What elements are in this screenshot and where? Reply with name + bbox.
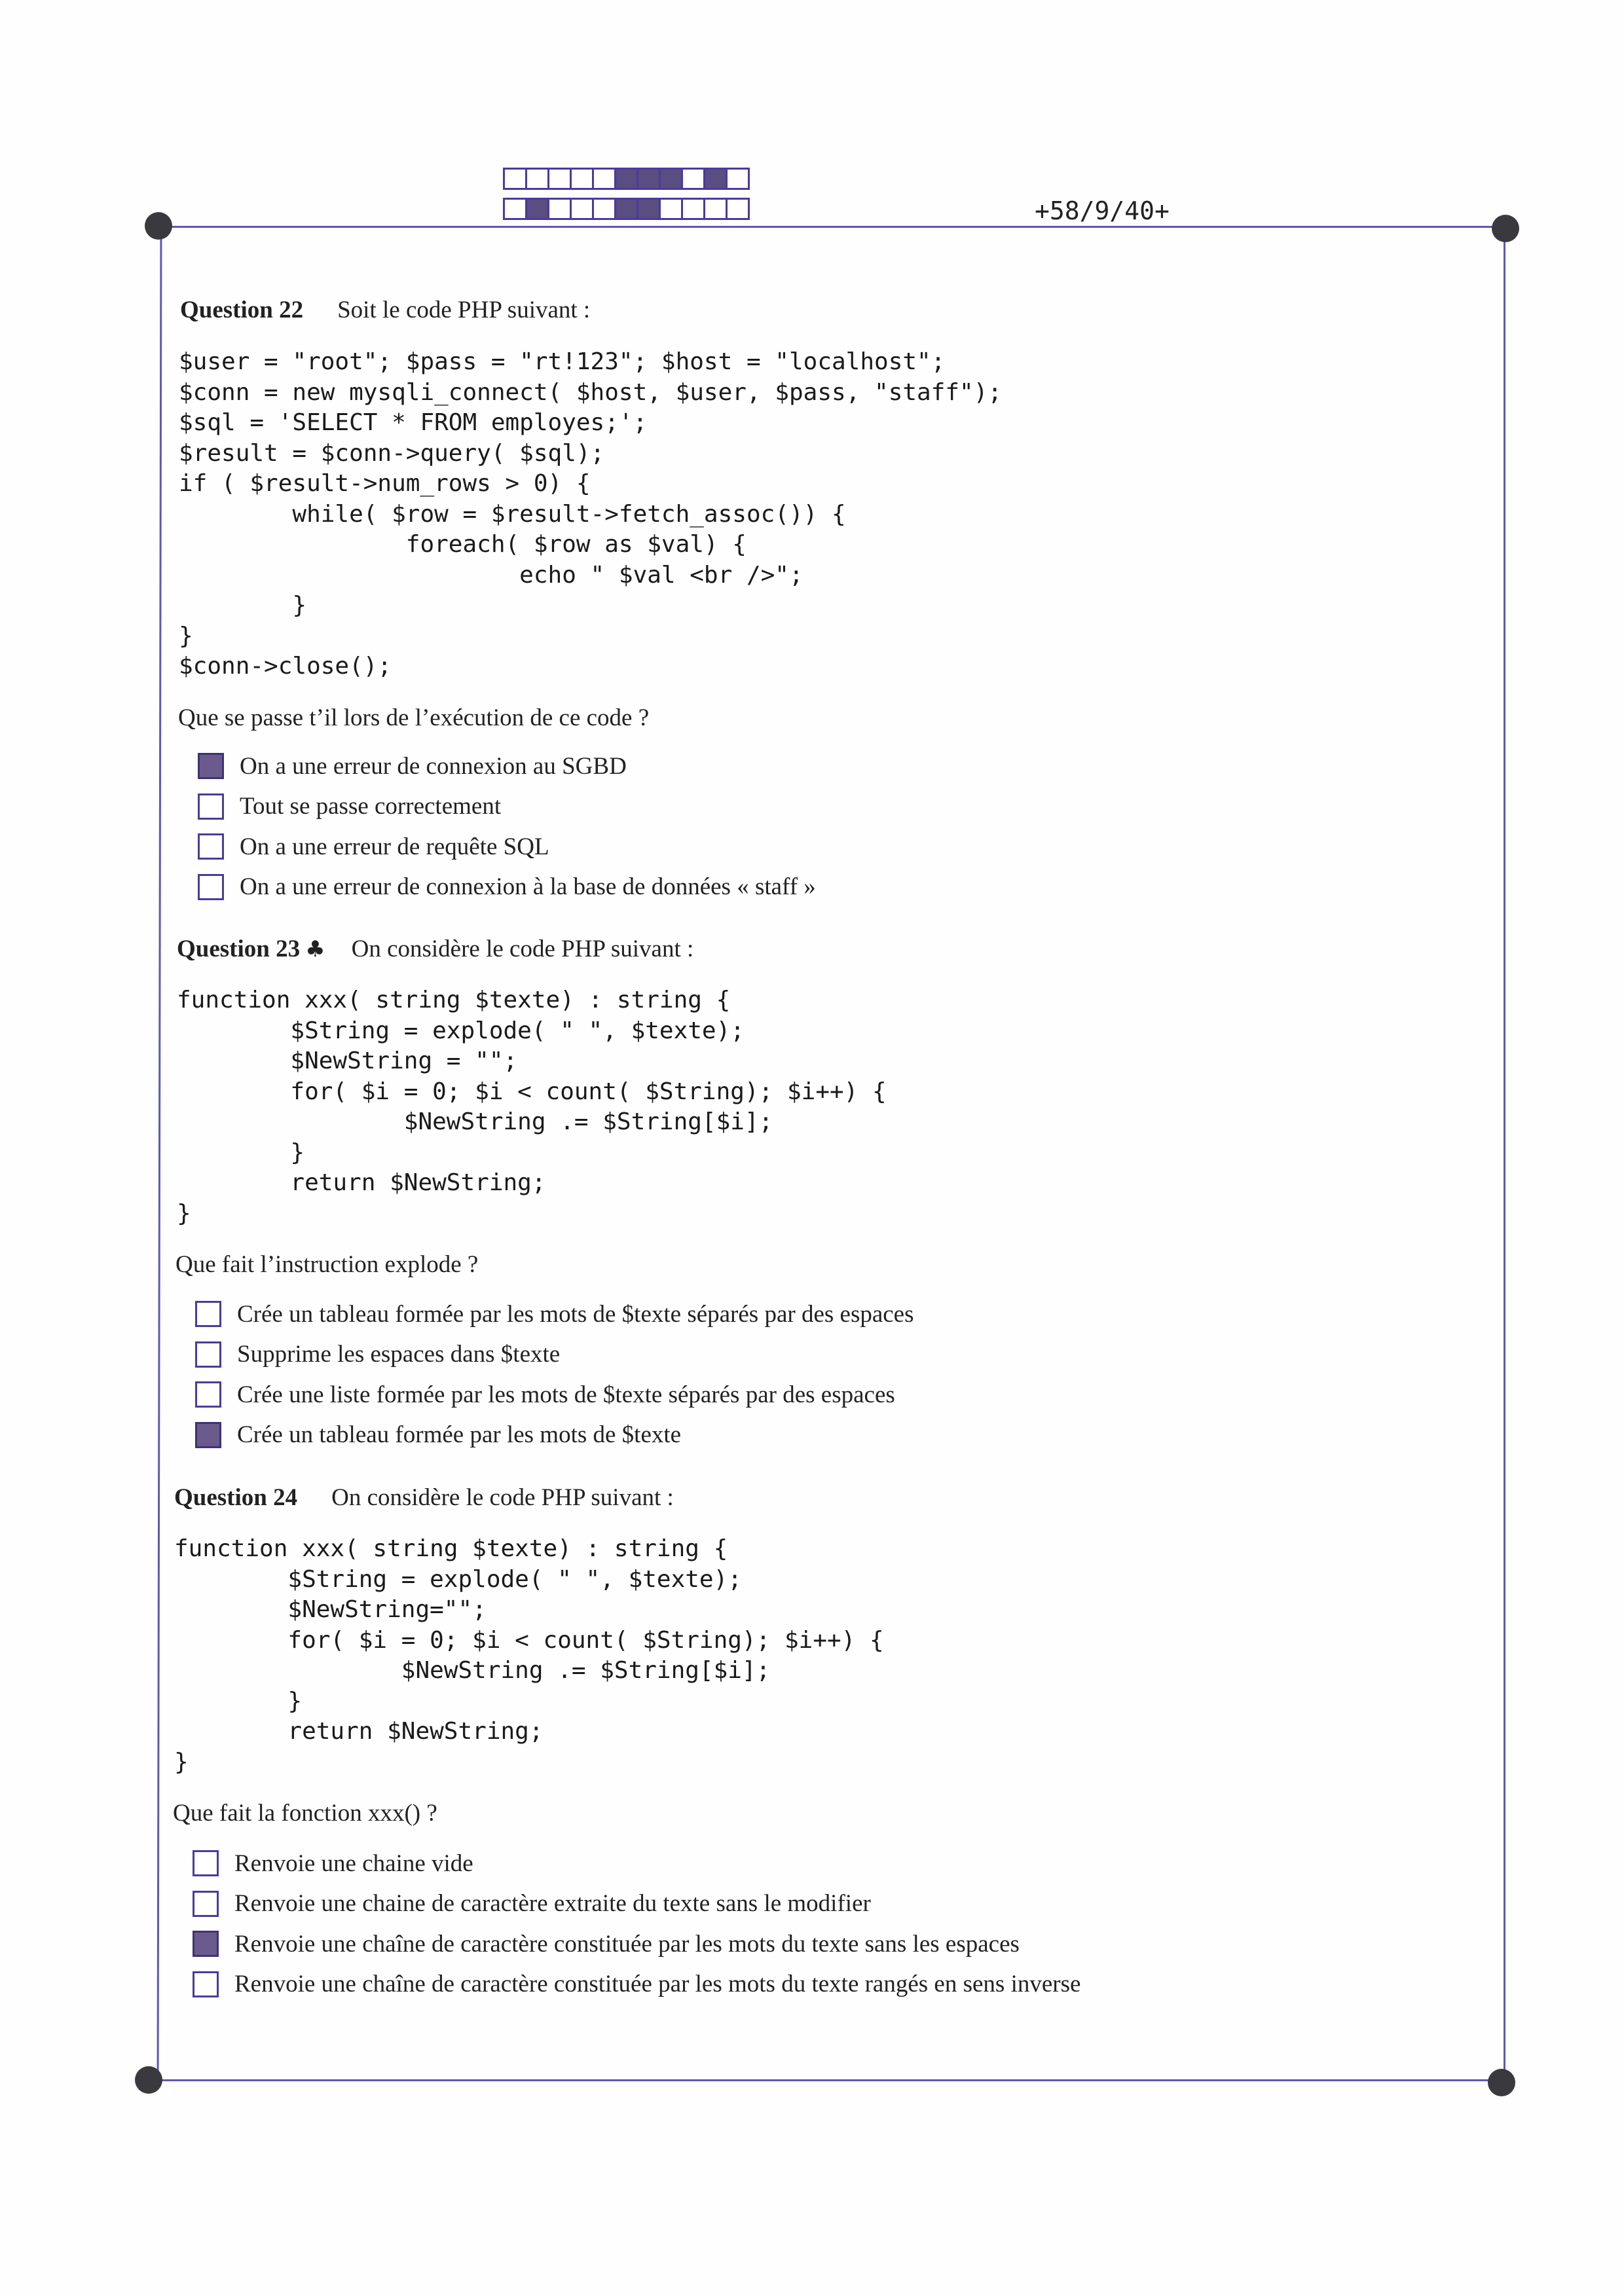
answer-label: On a une erreur de connexion au SGBD — [240, 752, 627, 780]
question-number: Question 22 — [180, 297, 304, 323]
id-box — [525, 168, 549, 190]
id-box — [703, 168, 728, 190]
id-box — [547, 198, 572, 220]
id-boxes-row-2 — [503, 198, 750, 220]
answer-label: Crée un tableau formée par les mots de $texte — [237, 1421, 682, 1448]
answer-option[interactable] — [198, 831, 549, 862]
id-box — [637, 168, 661, 190]
answer-option[interactable] — [193, 1888, 871, 1920]
answer-label: Crée un tableau formée par les mots de $texte séparés par des espaces — [237, 1300, 914, 1328]
question-24-title — [174, 1484, 674, 1512]
answer-option[interactable] — [198, 791, 501, 822]
question-22-prompt: Que se passe t’il lors de l’exécution de ce code ? — [178, 704, 650, 731]
answer-option[interactable] — [193, 1848, 473, 1879]
question-24-code: function xxx( string $texte) : string { $String = explode( " ", $texte); $NewString=""; for( $i = 0; $i < count( $String); $i++) { $NewString .= $String[$i]; } return $NewString; } — [174, 1535, 884, 1776]
id-box — [547, 168, 572, 190]
answer-label: Renvoie une chaine de caractère extraite du texte sans le modifier — [234, 1890, 871, 1917]
answer-label: Renvoie une chaine vide — [234, 1850, 473, 1877]
id-box — [637, 198, 661, 220]
id-box — [592, 198, 616, 220]
frame-left — [157, 226, 162, 2080]
checkbox[interactable] — [195, 1341, 221, 1368]
question-number: Question 23 — [177, 936, 301, 962]
id-box — [659, 198, 683, 220]
corner-dot-top-left — [145, 212, 172, 240]
question-23-title — [177, 935, 693, 963]
id-box — [614, 198, 638, 220]
answer-option[interactable] — [195, 1339, 560, 1370]
id-box — [503, 168, 527, 190]
id-box — [681, 168, 705, 190]
question-22-code: $user = "root"; $pass = "rt!123"; $host = "localhost"; $conn = new mysqli_connect( $host, $user, $pass, "staff"); $sql = 'SELECT * FROM employes;'; $result = $conn->query( $sql); if ( $result->num_rows > 0) { while( $row = $result->fetch_assoc()) { foreach( $row as $val) { echo " $val <br />"; } } $conn->close(); — [179, 348, 1003, 680]
checkbox[interactable] — [198, 874, 224, 900]
frame-top — [151, 226, 1506, 228]
id-box — [592, 168, 616, 190]
checkbox[interactable] — [195, 1301, 221, 1327]
checkbox-checked[interactable] — [195, 1422, 221, 1448]
answer-option[interactable] — [193, 1928, 1020, 1959]
answer-label: Tout se passe correctement — [240, 793, 502, 820]
checkbox[interactable] — [198, 793, 224, 820]
answer-option[interactable] — [198, 871, 816, 903]
id-boxes-row-1 — [503, 168, 750, 190]
id-box — [570, 168, 594, 190]
answer-option[interactable] — [195, 1379, 895, 1410]
question-intro: Soit le code PHP suivant : — [337, 297, 591, 323]
id-box — [503, 198, 527, 220]
checkbox[interactable] — [193, 1850, 219, 1876]
answer-label: On a une erreur de requête SQL — [240, 833, 549, 860]
corner-dot-bottom-left — [135, 2066, 162, 2094]
checkbox[interactable] — [193, 1971, 219, 1997]
answer-label: Renvoie une chaîne de caractère constituée par les mots du texte sans les espaces — [234, 1930, 1020, 1958]
question-23-code: function xxx( string $texte) : string { $String = explode( " ", $texte); $NewString = ""; for( $i = 0; $i < count( $String); $i++) { $NewString .= $String[$i]; } return $NewString; } — [177, 987, 887, 1227]
answer-label: Supprime les espaces dans $texte — [237, 1341, 561, 1368]
id-box — [681, 198, 705, 220]
corner-dot-bottom-right — [1488, 2069, 1515, 2096]
question-number: Question 24 — [174, 1484, 298, 1511]
id-box — [614, 168, 638, 190]
id-box — [726, 198, 750, 220]
question-22-title — [180, 296, 590, 324]
question-23-prompt: Que fait l’instruction explode ? — [175, 1251, 479, 1278]
frame-right — [1504, 226, 1505, 2080]
id-box — [703, 198, 728, 220]
page-code: +58/9/40+ — [1035, 196, 1170, 225]
id-box — [570, 198, 594, 220]
answer-option[interactable] — [195, 1298, 914, 1330]
answer-option[interactable] — [195, 1419, 681, 1451]
answer-label: Crée une liste formée par les mots de $texte séparés par des espaces — [237, 1381, 895, 1408]
id-box — [659, 168, 683, 190]
question-intro: On considère le code PHP suivant : — [331, 1484, 674, 1511]
checkbox-checked[interactable] — [193, 1931, 219, 1957]
corner-dot-top-right — [1492, 215, 1519, 242]
question-24-prompt: Que fait la fonction xxx() ? — [173, 1800, 437, 1827]
checkbox[interactable] — [195, 1381, 221, 1408]
id-box — [525, 198, 549, 220]
answer-option[interactable] — [198, 750, 627, 782]
frame-bottom — [147, 2079, 1503, 2081]
answer-label: On a une erreur de connexion à la base de données « staff » — [240, 873, 816, 900]
club-icon: ♣ — [305, 936, 325, 962]
checkbox-checked[interactable] — [198, 753, 224, 779]
id-box — [726, 168, 750, 190]
question-intro: On considère le code PHP suivant : — [351, 936, 694, 962]
checkbox[interactable] — [193, 1891, 219, 1917]
answer-option[interactable] — [193, 1969, 1080, 2000]
checkbox[interactable] — [198, 833, 224, 860]
answer-label: Renvoie une chaîne de caractère constituée par les mots du texte rangés en sens inverse — [234, 1971, 1081, 1997]
